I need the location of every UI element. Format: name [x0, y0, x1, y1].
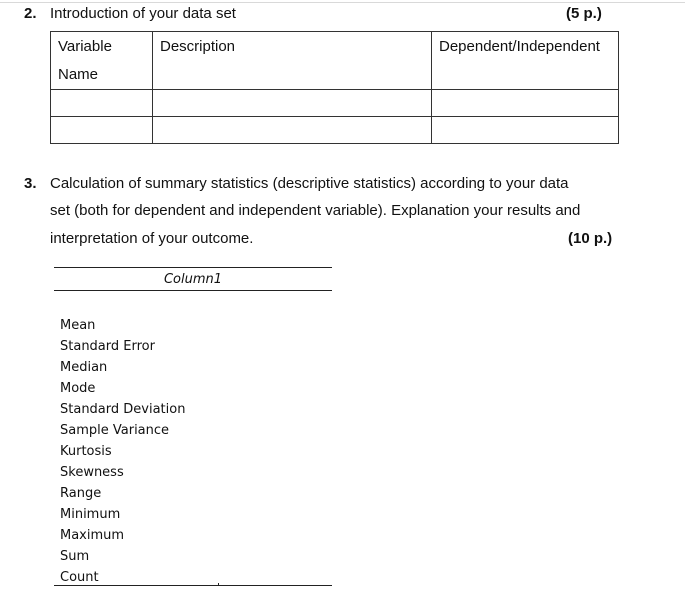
header-rule: [54, 290, 332, 291]
question-2-points: (5 p.): [566, 5, 602, 22]
stat-row-sum: Sum: [60, 549, 90, 564]
header-name-label: Name: [58, 66, 99, 83]
table-row: [51, 90, 619, 117]
stat-row-skewness: Skewness: [60, 465, 124, 480]
variables-table: [50, 31, 619, 144]
question-2-title: Introduction of your data set: [50, 5, 236, 22]
header-variable-label: Variable: [58, 38, 112, 55]
bottom-rule: [54, 585, 332, 586]
top-rule: [54, 267, 332, 268]
question-3-line-1: Calculation of summary statistics (descriptive statistics) according to your data: [50, 175, 569, 192]
stat-row-mode: Mode: [60, 381, 96, 396]
empty-cell: [432, 117, 619, 144]
stat-row-mean: Mean: [60, 318, 96, 333]
question-3-line-3: interpretation of your outcome.: [50, 230, 254, 247]
header-dependent-independent: [432, 32, 619, 90]
question-3-block: [0, 175, 685, 255]
statistics-list: [60, 315, 185, 588]
empty-cell: [51, 117, 153, 144]
column-header: Column1: [163, 272, 223, 287]
question-2-number: 2.: [24, 5, 37, 22]
stat-row-standard-deviation: Standard Deviation: [60, 402, 186, 417]
stat-row-kurtosis: Kurtosis: [60, 444, 112, 459]
question-3-points: (10 p.): [568, 230, 613, 247]
question-3-number: 3.: [24, 175, 37, 192]
header-description: [153, 32, 432, 90]
stat-row-maximum: Maximum: [60, 528, 125, 543]
stat-row-range: Range: [60, 486, 102, 501]
top-divider: [0, 2, 685, 3]
stat-row-sample-variance: Sample Variance: [60, 423, 170, 438]
empty-cell: [432, 90, 619, 117]
header-dependent-label: Dependent/Independent: [439, 38, 600, 55]
stat-row-standard-error: Standard Error: [60, 339, 155, 354]
header-description-label: Description: [160, 38, 236, 55]
empty-cell: [153, 117, 432, 144]
empty-cell: [153, 90, 432, 117]
empty-cell: [51, 90, 153, 117]
question-2-heading: [0, 5, 685, 25]
question-3-line-2: set (both for dependent and independent variable). Explanation your results and: [50, 202, 581, 219]
stat-row-minimum: Minimum: [60, 507, 121, 522]
stat-row-median: Median: [60, 360, 108, 375]
stat-row-count: Count: [60, 570, 99, 585]
header-variable-name: [51, 32, 153, 90]
table-row: [51, 117, 619, 144]
